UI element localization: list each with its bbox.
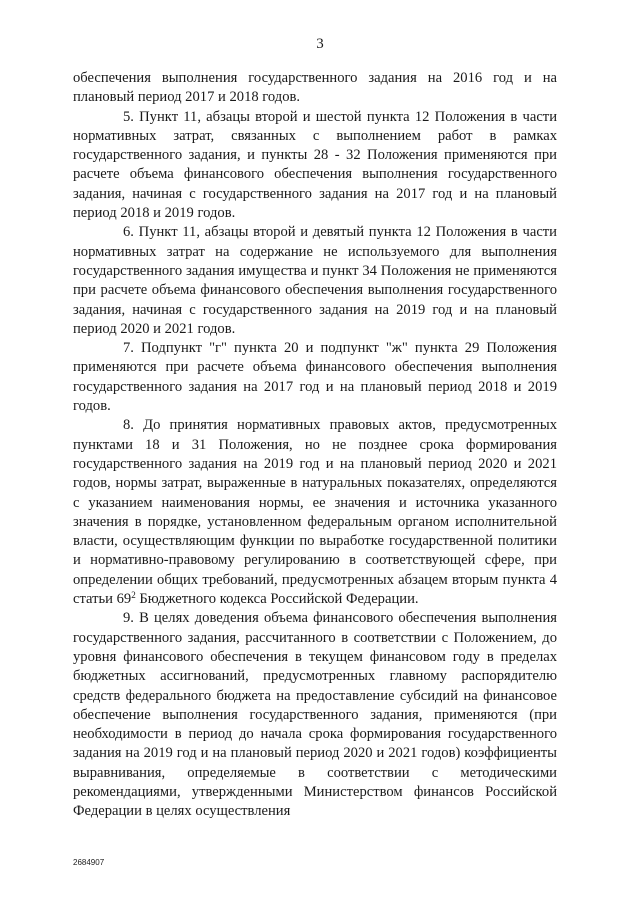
paragraph-5: 5. Пункт 11, абзацы второй и шестой пункта 12 Положения в части нормативных затрат, связанных с выполнением работ в рамках государственного задания, и пункты 28 - 32 Положения применяются при расчете объема финансового обеспечения выполнения государственного задания, начиная с государственного задания на 2017 год и на плановый период 2018 и 2019 годов. [73, 108, 557, 222]
paragraph-6: 6. Пункт 11, абзацы второй и девятый пункта 12 Положения в части нормативных затрат на содержание не используемого для выполнения государственного задания имущества и пункт 34 Положения не применяются при расчете объема финансового обеспечения выполнения государственного задания, начиная с государственного задания на 2019 год и на плановый период 2020 и 2021 годов. [73, 224, 557, 337]
document-body [73, 69, 557, 822]
paragraph-7: 7. Подпункт "г" пункта 20 и подпункт "ж" пункта 29 Положения применяются при расчете объема финансового обеспечения выполнения государственного задания на 2017 год и на плановый период 2018 и 2019 годов. [73, 340, 557, 415]
page-number: 3 [316, 36, 324, 52]
article-superscript: 2 [131, 590, 136, 601]
paragraph-continuation: обеспечения выполнения государственного задания на 2016 год и на плановый период 2017 и 2018 годов. [73, 70, 557, 106]
paragraph-8-tail: Бюджетного кодекса Российской Федерации. [135, 591, 419, 608]
paragraph-9: 9. В целях доведения объема финансового обеспечения выполнения государственного задания, рассчитанного в соответствии с Положением, до уровня финансового обеспечения в текущем финансовом году в пределах бюджетных ассигнований, предусмотренных главному распорядителю средств федерального бюджета на предоставление субсидий на финансовое обеспечение выполнения государственного задания, применяются (при необходимости в период до начала срока формирования государственного задания на 2019 год и на плановый период 2020 и 2021 годов) коэффициенты выравнивания, определяемые в соответствии с методическими рекомендациями, утвержденными Министерством финансов Российской Федерации в целях осуществления [73, 610, 557, 820]
document-id: 2684907 [73, 858, 105, 867]
paragraph-8 [73, 416, 557, 609]
paragraph-8-text: 8. До принятия нормативных правовых актов, предусмотренных пунктами 18 и 31 Положения, но не позднее срока формирования государственного задания на 2019 год и на плановый период 2020 и 2021 годов, нормы затрат, выраженные в натуральных показателях, определяются с указанием наименования нормы, ее значения и источника указанного значения в порядке, установленном федеральным органом исполнительной власти, осуществляющим функции по выработке государственной политики и нормативно-правовому регулированию в соответствующей сфере, при определении общих требований, предусмотренных абзацем вторым пункта 4 статьи 69 [73, 417, 557, 608]
